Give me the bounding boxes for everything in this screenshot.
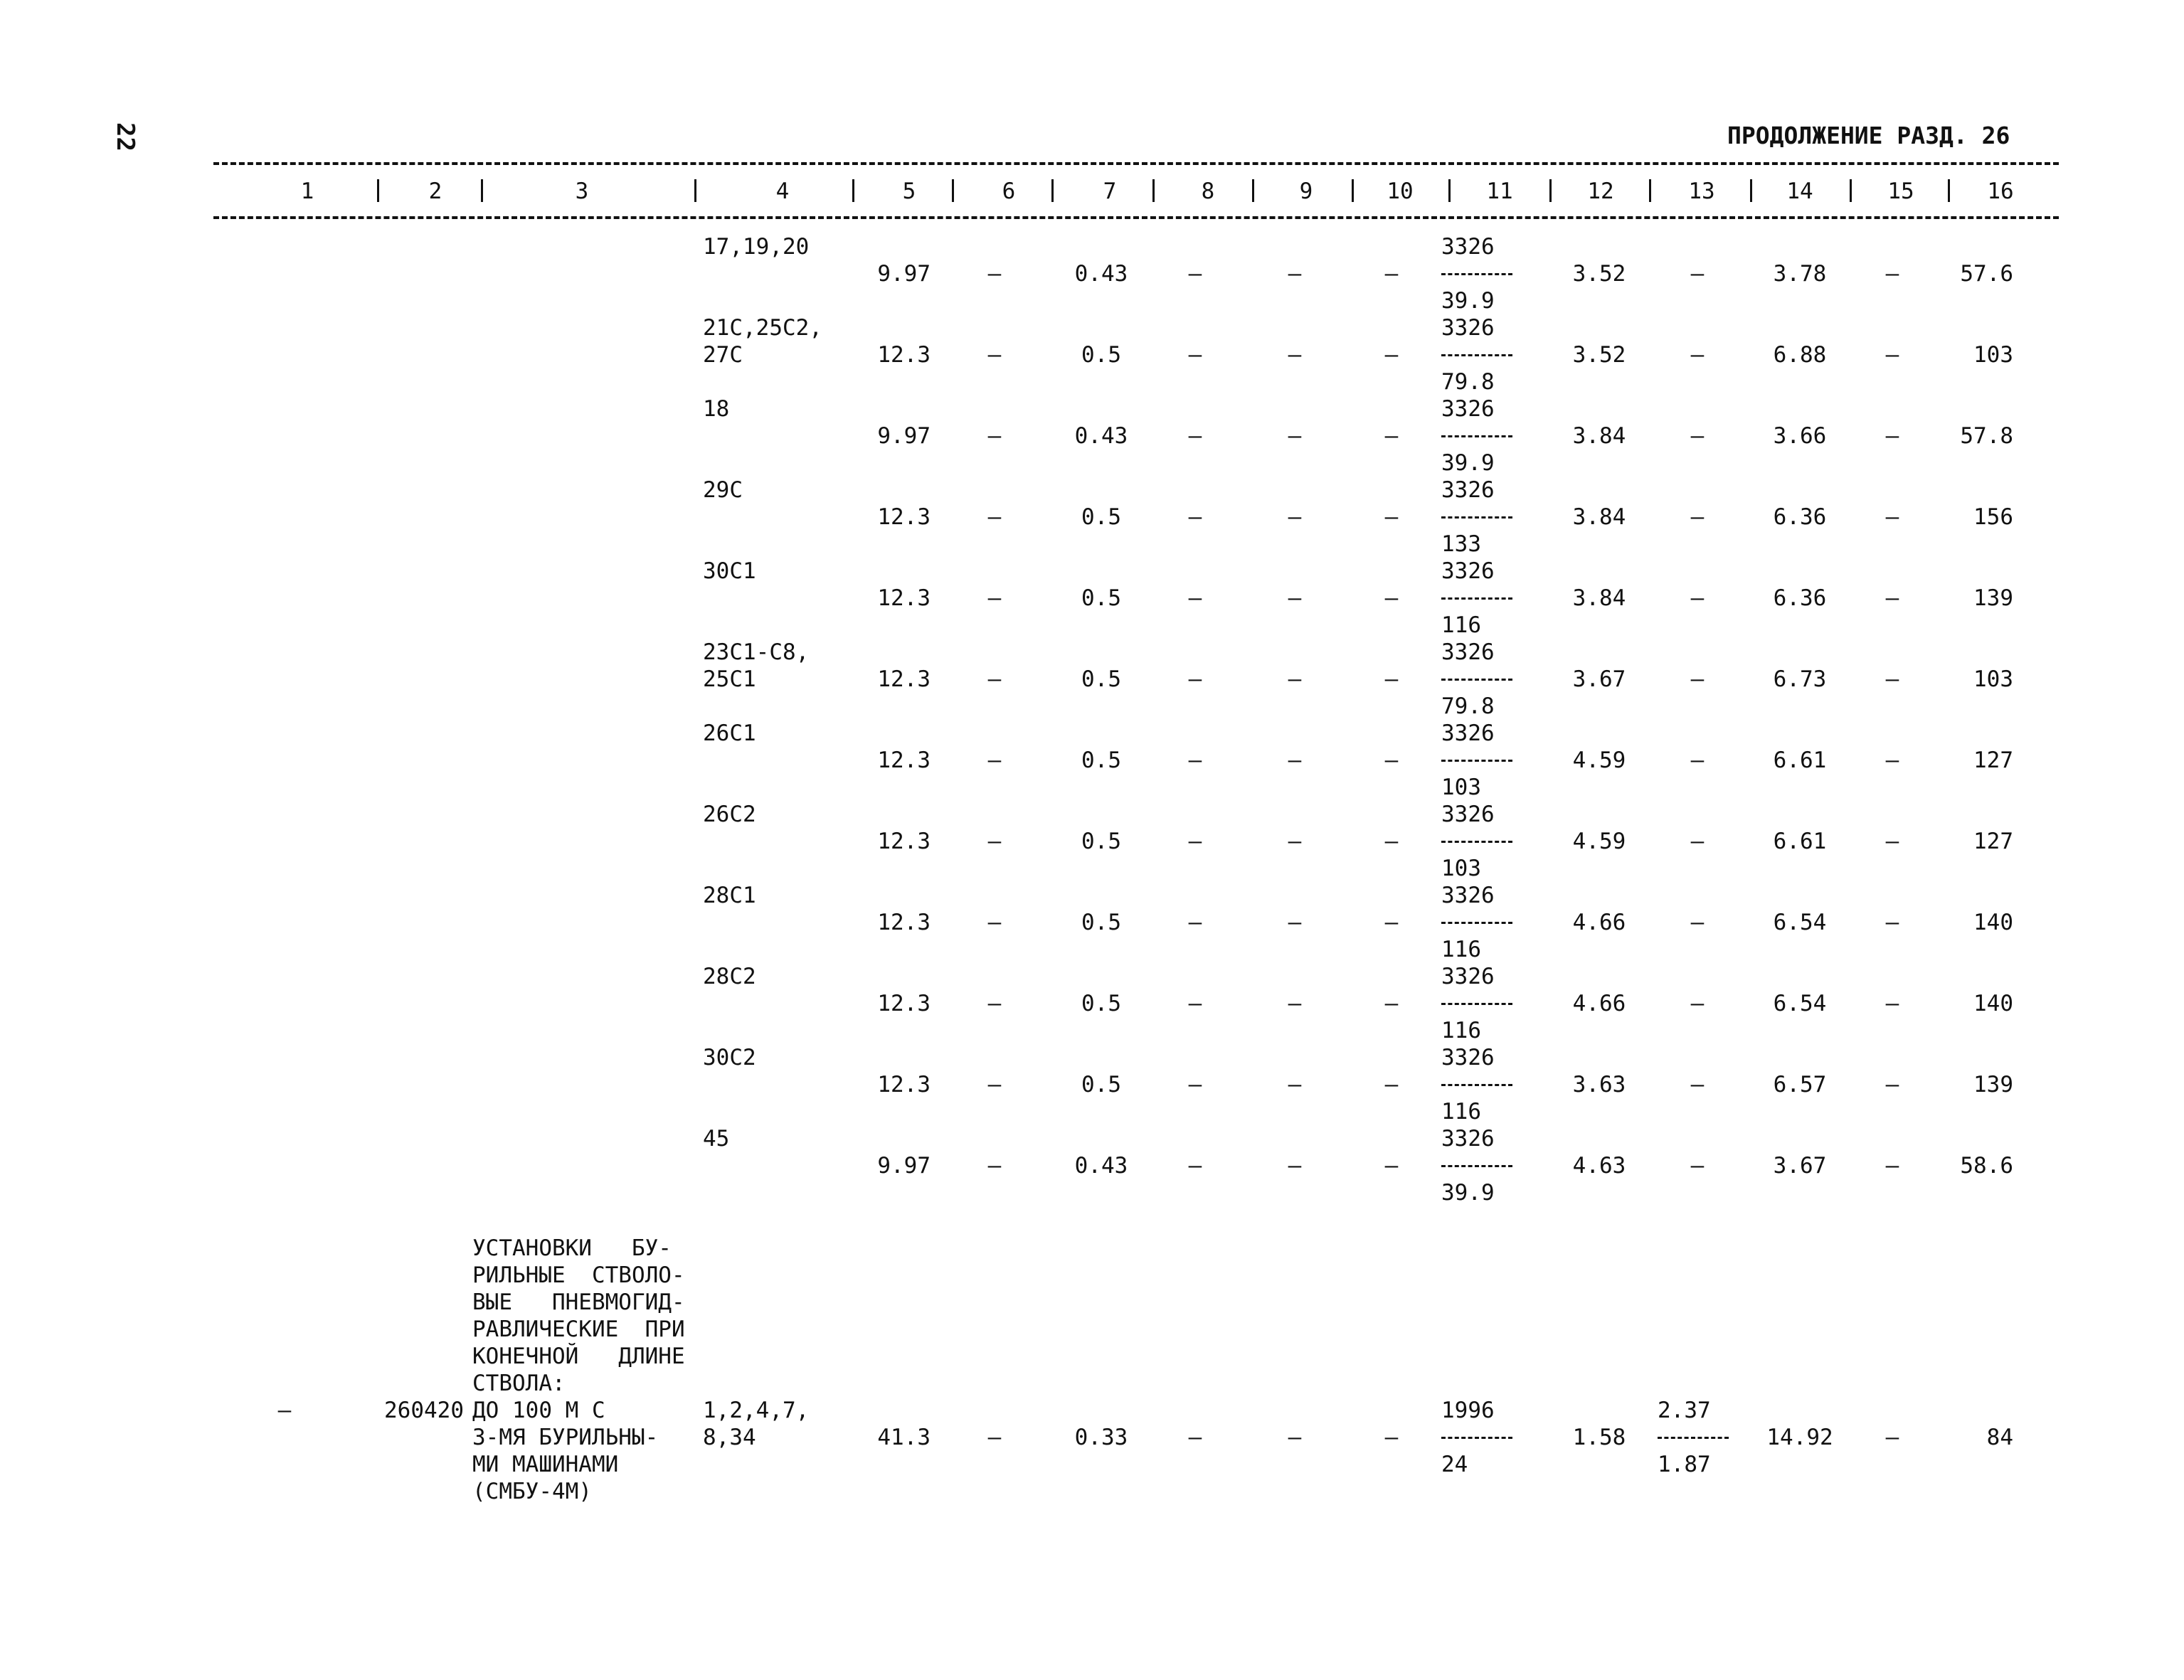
column-header-8: 8 [1201,179,1215,204]
col15-cell: – [1885,423,1899,449]
row-code-cell: 18 [703,396,730,422]
column-separator [694,179,696,202]
col11-fraction-numerator: 3326 [1441,234,1495,260]
col7-cell: 0.5 [1081,342,1121,368]
col13-cell: – [1690,666,1705,692]
col13-cell: – [1690,991,1705,1016]
col12-cell: 3.67 [1572,666,1626,692]
col8-cell: – [1188,666,1202,692]
col9-cell: – [1288,1425,1302,1450]
col8-cell: – [1188,342,1202,368]
col5-cell: 12.3 [877,748,931,773]
col10-cell: – [1384,991,1399,1016]
col5-cell: 12.3 [877,829,931,854]
col5-cell: 9.97 [877,1153,931,1179]
col15-cell: – [1885,504,1899,530]
column-header-15: 15 [1887,179,1914,204]
col6-cell: – [987,829,1002,854]
col10-cell: – [1384,1072,1399,1097]
col13-cell: – [1690,423,1705,449]
col11-fraction [1441,314,1539,395]
col5-cell: 12.3 [877,1072,931,1097]
col11-fraction-bar [1441,585,1539,612]
col11-fraction-bar [1441,828,1539,855]
col11-fraction-numerator: 3326 [1441,802,1495,827]
column-separator [1649,179,1651,202]
column-header-3: 3 [575,179,589,204]
col9-cell: – [1288,1153,1302,1179]
row-code-cell: 45 [703,1126,730,1152]
col11-fraction [1441,963,1539,1044]
col6-cell: – [987,585,1002,611]
col11-fraction-numerator: 3326 [1441,558,1495,584]
col9-cell: – [1288,261,1302,287]
col11-fraction-numerator: 3326 [1441,964,1495,989]
row-code-cell: 17,19,20 [703,234,810,260]
col7-cell: 0.43 [1074,1153,1128,1179]
col9-cell: – [1288,991,1302,1016]
col7-cell: 0.5 [1081,991,1121,1016]
col16-cell: 139 [1973,585,2013,611]
col16-cell: 103 [1973,666,2013,692]
col12-cell: 3.52 [1572,342,1626,368]
resource-name-line: МИ МАШИНАМИ [472,1452,619,1477]
column-header-11: 11 [1486,179,1513,204]
col14-cell: 6.36 [1773,504,1827,530]
col6-cell: – [987,1425,1002,1450]
col11-fraction-denominator: 24 [1441,1452,1468,1477]
col8-cell: – [1188,1072,1202,1097]
col12-cell: 3.63 [1572,1072,1626,1097]
col11-fraction-bar [1441,747,1539,774]
col14-cell: 3.67 [1773,1153,1827,1179]
col8-cell: – [1188,1153,1202,1179]
col12-cell: 4.66 [1572,991,1626,1016]
section-title-line: РИЛЬНЫЕ СТВОЛО- [472,1262,685,1288]
col16-cell: 140 [1973,991,2013,1016]
col14-cell: 6.88 [1773,342,1827,368]
section-title-line: УСТАНОВКИ БУ- [472,1235,672,1261]
col16-cell: 156 [1973,504,2013,530]
col14-cell: 6.61 [1773,829,1827,854]
col13-cell: – [1690,1072,1705,1097]
col10-cell: – [1384,748,1399,773]
col7-cell: 0.5 [1081,666,1121,692]
col11-fraction-denominator: 39.9 [1441,450,1495,476]
col11-fraction [1441,801,1539,882]
column-separator [1750,179,1752,202]
col11-fraction-numerator: 3326 [1441,1126,1495,1152]
col6-cell: – [987,1072,1002,1097]
column-separator [852,179,854,202]
row-code-cell: 1,2,4,7, [703,1398,810,1423]
column-separator [1352,179,1354,202]
col13-cell: – [1690,261,1705,287]
col10-cell: – [1384,423,1399,449]
col7-cell: 0.5 [1081,829,1121,854]
col11-fraction [1441,882,1539,963]
col10-cell: – [1384,504,1399,530]
row-code-cell: 28С2 [703,964,756,989]
col10-cell: – [1384,342,1399,368]
section-title-line: СТВОЛА: [472,1371,566,1396]
col11-fraction-numerator: 3326 [1441,1045,1495,1070]
col13-fraction-denominator: 1.87 [1658,1452,1711,1477]
col12-cell: 4.66 [1572,910,1626,935]
col5-cell: 12.3 [877,585,931,611]
resource-name-line: (СМБУ-4М) [472,1479,592,1504]
column-separator [377,179,379,202]
col12-cell: 4.59 [1572,748,1626,773]
row-code-cell: 8,34 [703,1425,756,1450]
col6-cell: – [987,504,1002,530]
col5-cell: 12.3 [877,666,931,692]
col11-fraction [1441,639,1539,720]
col16-cell: 84 [1986,1425,2013,1450]
col8-cell: – [1188,829,1202,854]
col15-cell: – [1885,261,1899,287]
col9-cell: – [1288,423,1302,449]
col14-cell: 3.66 [1773,423,1827,449]
column-separator [1850,179,1852,202]
col16-cell: 127 [1973,829,2013,854]
col11-fraction-denominator: 133 [1441,531,1481,557]
col16-cell: 58.6 [1960,1153,2013,1179]
col14-cell: 6.57 [1773,1072,1827,1097]
col7-cell: 0.5 [1081,748,1121,773]
col6-cell: – [987,666,1002,692]
col13-cell: – [1690,910,1705,935]
page-number: 22 [111,122,139,151]
row-code-cell: 21С,25С2, [703,315,822,341]
col11-fraction-denominator: 116 [1441,937,1481,962]
col11-fraction-denominator: 116 [1441,1099,1481,1125]
col14-cell: 6.61 [1773,748,1827,773]
col9-cell: – [1288,1072,1302,1097]
table-top-rule [213,162,2059,165]
column-header-2: 2 [428,179,442,204]
col11-fraction-denominator: 103 [1441,775,1481,800]
col11-fraction-bar [1441,909,1539,936]
row-code-cell: 29С [703,477,743,503]
col13-cell: – [1690,1153,1705,1179]
column-header-16: 16 [1987,179,2014,204]
col5-cell: 12.3 [877,342,931,368]
col16-cell: 139 [1973,1072,2013,1097]
col13-fraction-numerator: 2.37 [1658,1398,1711,1423]
col10-cell: – [1384,261,1399,287]
col11-fraction [1441,1044,1539,1125]
col11-fraction-numerator: 3326 [1441,315,1495,341]
column-separator [1051,179,1054,202]
col11-fraction [1441,395,1539,477]
column-header-1: 1 [300,179,314,204]
col13-fraction-bar [1658,1424,1756,1451]
col13-cell: – [1690,585,1705,611]
section-continuation-title: ПРОДОЛЖЕНИЕ РАЗД. 26 [1727,122,2010,149]
col15-cell: – [1885,666,1899,692]
col12-cell: 4.59 [1572,829,1626,854]
col11-fraction-denominator: 103 [1441,856,1481,881]
col8-cell: – [1188,991,1202,1016]
col15-cell: – [1885,829,1899,854]
column-separator [952,179,954,202]
col7-cell: 0.5 [1081,1072,1121,1097]
col15-cell: – [1885,585,1899,611]
table-header-rule [213,216,2059,219]
col15-cell: – [1885,910,1899,935]
column-header-13: 13 [1688,179,1715,204]
column-separator [1448,179,1451,202]
col11-fraction-bar [1441,504,1539,531]
col10-cell: – [1384,910,1399,935]
col8-cell: – [1188,585,1202,611]
col14-cell: 6.36 [1773,585,1827,611]
col11-fraction-bar [1441,990,1539,1017]
col12-cell: 3.84 [1572,504,1626,530]
col8-cell: – [1188,504,1202,530]
col6-cell: – [987,423,1002,449]
col11-fraction-bar [1441,260,1539,287]
col9-cell: – [1288,829,1302,854]
section-title-line: КОНЕЧНОЙ ДЛИНЕ [472,1344,685,1369]
col5-cell: 12.3 [877,504,931,530]
col7-cell: 0.5 [1081,910,1121,935]
col9-cell: – [1288,666,1302,692]
col14-cell: 6.73 [1773,666,1827,692]
col5-cell: 9.97 [877,423,931,449]
col13-cell: – [1690,829,1705,854]
resource-name-line: 3-МЯ БУРИЛЬНЫ- [472,1425,659,1450]
col9-cell: – [1288,342,1302,368]
col11-fraction-bar [1441,1152,1539,1179]
col7-cell: 0.33 [1074,1425,1128,1450]
row-code-cell: 26С1 [703,721,756,746]
column-header-14: 14 [1786,179,1813,204]
row-code-cell: 27С [703,342,743,368]
col12-cell: 4.63 [1572,1153,1626,1179]
col15-cell: – [1885,991,1899,1016]
col6-cell: – [987,261,1002,287]
col11-fraction-bar [1441,666,1539,693]
col11-fraction [1441,1397,1539,1478]
col15-cell: – [1885,748,1899,773]
col11-fraction-denominator: 79.8 [1441,693,1495,719]
col10-cell: – [1384,1153,1399,1179]
col12-cell: 3.84 [1572,585,1626,611]
col5-cell: 12.3 [877,991,931,1016]
column-separator [481,179,483,202]
col16-cell: 127 [1973,748,2013,773]
col11-fraction-denominator: 116 [1441,612,1481,638]
section-title-line: РАВЛИЧЕСКИЕ ПРИ [472,1317,685,1342]
col14-cell: 3.78 [1773,261,1827,287]
row-code-cell: 28С1 [703,883,756,908]
col11-fraction [1441,233,1539,314]
column-header-9: 9 [1299,179,1313,204]
col11-fraction-denominator: 39.9 [1441,288,1495,314]
col11-fraction [1441,477,1539,558]
col15-cell: – [1885,342,1899,368]
col11-fraction-numerator: 3326 [1441,396,1495,422]
col16-cell: 57.8 [1960,423,2013,449]
col13-cell: – [1690,342,1705,368]
col13-cell: – [1690,748,1705,773]
column-header-10: 10 [1387,179,1414,204]
column-header-6: 6 [1002,179,1016,204]
column-separator [1152,179,1155,202]
col7-cell: 0.43 [1074,261,1128,287]
col11-fraction-numerator: 3326 [1441,477,1495,503]
col9-cell: – [1288,504,1302,530]
col13-cell: – [1690,504,1705,530]
column-header-4: 4 [775,179,790,204]
col8-cell: – [1188,261,1202,287]
section-title-line: ВЫЕ ПНЕВМОГИД- [472,1290,685,1315]
col6-cell: – [987,748,1002,773]
col8-cell: – [1188,423,1202,449]
col8-cell: – [1188,910,1202,935]
col11-fraction [1441,558,1539,639]
col8-cell: – [1188,748,1202,773]
col6-cell: – [987,991,1002,1016]
col11-fraction-bar [1441,422,1539,450]
col9-cell: – [1288,585,1302,611]
col11-fraction-bar [1441,1424,1539,1451]
col11-fraction [1441,720,1539,801]
col16-cell: 57.6 [1960,261,2013,287]
col7-cell: 0.5 [1081,504,1121,530]
row-code-cell: 30С1 [703,558,756,584]
col12-cell: 1.58 [1572,1425,1626,1450]
col10-cell: – [1384,666,1399,692]
resource-code-cell: 260420 [384,1398,464,1423]
resource-name-line: ДО 100 М С [472,1398,605,1423]
col16-cell: 103 [1973,342,2013,368]
col7-cell: 0.43 [1074,423,1128,449]
col14-cell: 6.54 [1773,991,1827,1016]
column-header-12: 12 [1587,179,1614,204]
col12-cell: 3.52 [1572,261,1626,287]
col10-cell: – [1384,1425,1399,1450]
col6-cell: – [987,342,1002,368]
row-code-cell: 26С2 [703,802,756,827]
column-separator [1252,179,1254,202]
col15-cell: – [1885,1425,1899,1450]
column-header-5: 5 [902,179,916,204]
col14-cell: 6.54 [1773,910,1827,935]
col11-fraction-denominator: 39.9 [1441,1180,1495,1206]
col6-cell: – [987,910,1002,935]
col10-cell: – [1384,585,1399,611]
col7-cell: 0.5 [1081,585,1121,611]
col13-fraction [1658,1397,1756,1478]
col9-cell: – [1288,910,1302,935]
col11-fraction-numerator: 3326 [1441,883,1495,908]
col1-cell: – [277,1398,292,1423]
col11-fraction-denominator: 79.8 [1441,369,1495,395]
column-separator [1549,179,1552,202]
col6-cell: – [987,1153,1002,1179]
col11-fraction-numerator: 1996 [1441,1398,1495,1423]
col11-fraction-bar [1441,341,1539,368]
column-separator [1948,179,1950,202]
col15-cell: – [1885,1153,1899,1179]
col11-fraction [1441,1125,1539,1206]
col11-fraction-denominator: 116 [1441,1018,1481,1043]
col11-fraction-numerator: 3326 [1441,639,1495,665]
col5-cell: 41.3 [877,1425,931,1450]
col10-cell: – [1384,829,1399,854]
col15-cell: – [1885,1072,1899,1097]
col5-cell: 9.97 [877,261,931,287]
col11-fraction-bar [1441,1071,1539,1098]
col9-cell: – [1288,748,1302,773]
col8-cell: – [1188,1425,1202,1450]
column-header-7: 7 [1103,179,1117,204]
col11-fraction-numerator: 3326 [1441,721,1495,746]
row-code-cell: 25С1 [703,666,756,692]
col5-cell: 12.3 [877,910,931,935]
col14-cell: 14.92 [1766,1425,1833,1450]
col12-cell: 3.84 [1572,423,1626,449]
row-code-cell: 30С2 [703,1045,756,1070]
col16-cell: 140 [1973,910,2013,935]
row-code-cell: 23С1-С8, [703,639,810,665]
